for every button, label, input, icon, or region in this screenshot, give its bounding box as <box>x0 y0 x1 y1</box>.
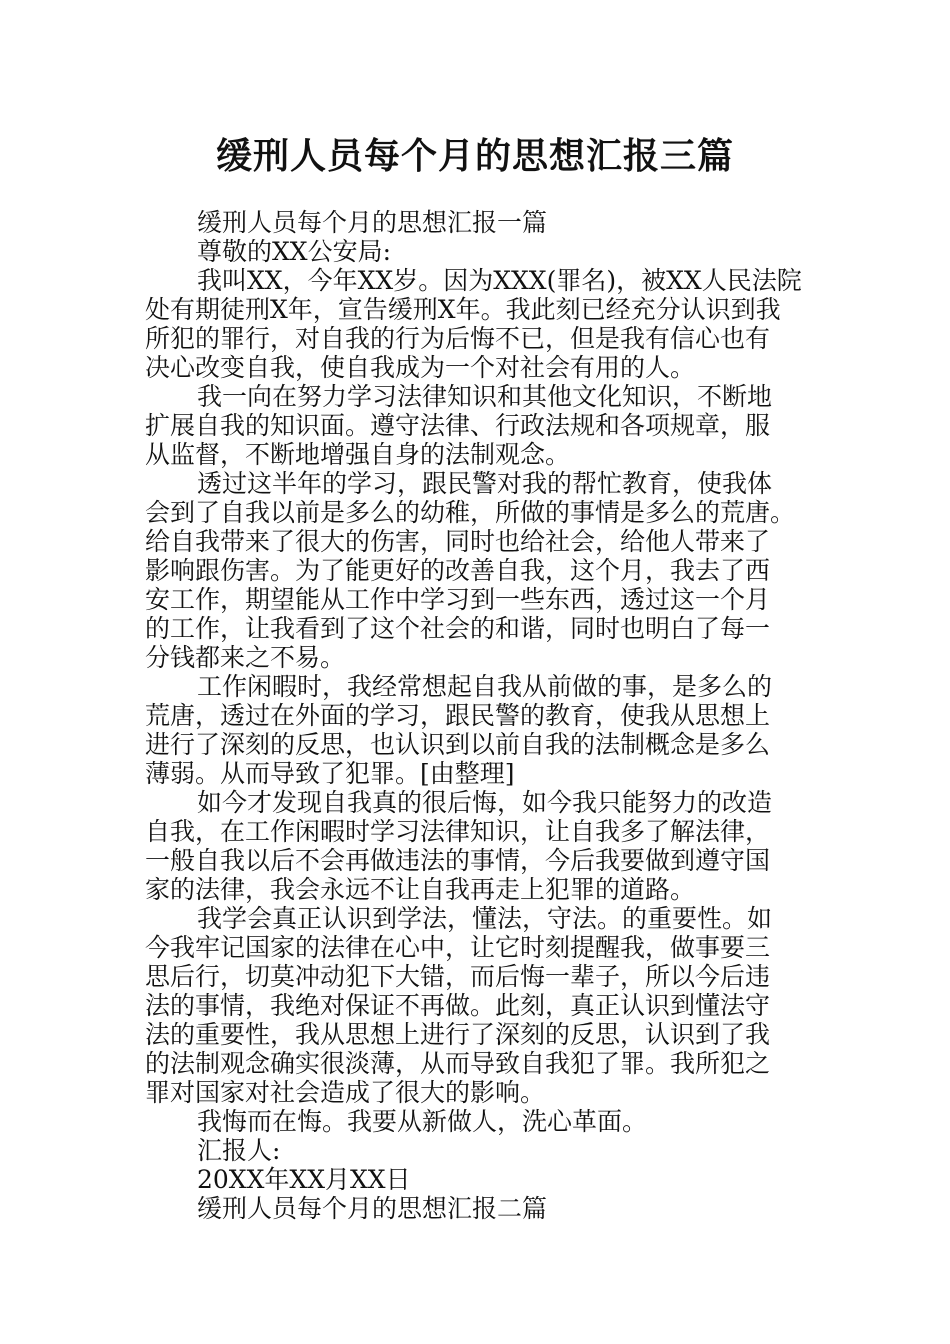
reporter-label: 汇报人: <box>197 1136 281 1165</box>
paragraph-education: 透过这半年的学习，跟民警对我的帮忙教育，使我体 会到了自我以前是多么的幼稚，所做的事情是多么的荒唐。 给自我带来了很大的伤害，同时也给社会，给他人带来了 影响跟伤害。为了能更好的改善自我，这个月，我去了西 安工作，期望能从工作中学习到一些东西，透过这一个月 的工作，让我看到了这个社会的和谐，同时也明白了每一 分钱都来之不易。 <box>145 469 796 672</box>
section-heading-two: 缓刑人员每个月的思想汇报二篇 <box>197 1194 548 1223</box>
salutation: 尊敬的XX公安局: <box>197 237 392 266</box>
paragraph-study: 我一向在努力学习法律知识和其他文化知识，不断地 扩展自我的知识面。遵守法律、行政法规和各项规章，服 从监督，不断地增强自身的法制观念。 <box>145 382 773 469</box>
document-title: 缓刑人员每个月的思想汇报三篇 <box>215 135 734 177</box>
paragraph-reflection: 工作闲暇时，我经常想起自我从前做的事，是多么的 荒唐，透过在外面的学习，跟民警的教育，使我从思想上 进行了深刻的反思，也认识到以前自我的法制概念是多么 薄弱。从而导致了犯罪。[由整理] <box>145 672 773 788</box>
document-body <box>145 208 805 1223</box>
paragraph-repentance: 我悔而在悔。我要从新做人，洗心革面。 <box>197 1107 648 1136</box>
section-heading-one: 缓刑人员每个月的思想汇报一篇 <box>197 208 548 237</box>
paragraph-law-awareness: 我学会真正认识到学法，懂法，守法。的重要性。如 今我牢记国家的法律在心中，让它时刻提醒我，做事要三 思后行，切莫冲动犯下大错，而后悔一辈子，所以今后违 法的事情，我绝对保证不再做。此刻，真正认识到懂法守 法的重要性，我从思想上进行了深刻的反思，认识到了我 的法制观念确实很淡薄，从而导致自我犯了罪。我所犯之 罪对国家对社会造成了很大的影响。 <box>145 904 773 1107</box>
paragraph-introduction: 我叫XX，今年XX岁。因为XXX(罪名)，被XX人民法院 处有期徒刑X年，宣告缓刑X年。我此刻已经充分认识到我 所犯的罪行，对自我的行为后悔不已，但是我有信心也有 决心改变自我，使自我成为一个对社会有用的人。 <box>145 266 802 382</box>
report-date: 20XX年XX月XX日 <box>197 1165 411 1194</box>
paragraph-regret: 如今才发现自我真的很后悔，如今我只能努力的改造 自我，在工作闲暇时学习法律知识，让自我多了解法律， 一般自我以后不会再做违法的事情，今后我要做到遵守国 家的法律，我会永远不让自我再走上犯罪的道路。 <box>145 788 773 904</box>
